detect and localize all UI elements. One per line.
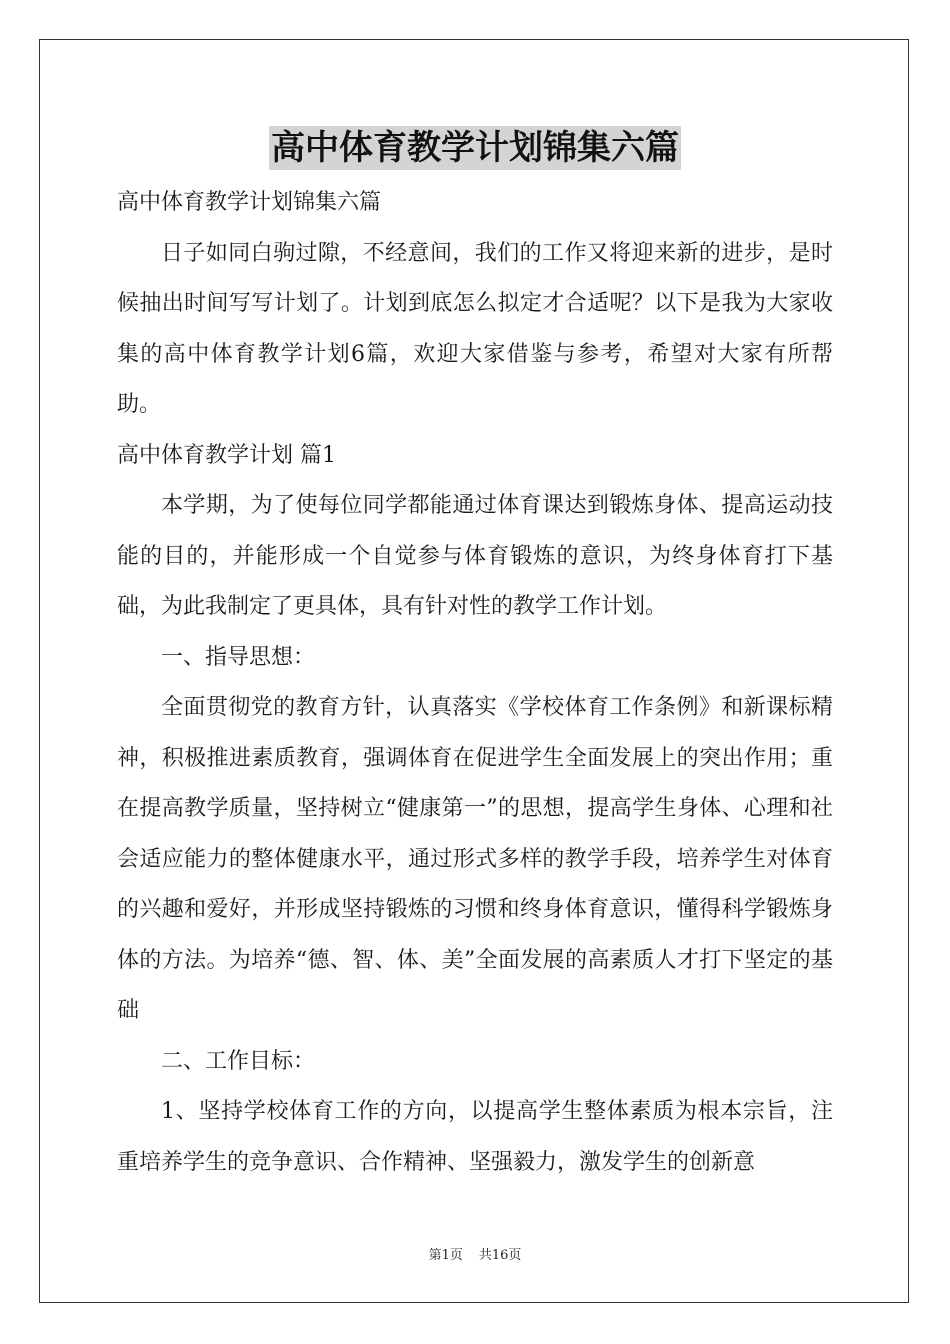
page-footer [0,1246,950,1266]
document-body [117,178,833,1188]
subheading: 二、工作目标： [161,1048,316,1074]
paragraph: 高中体育教学计划锦集六篇 [117,190,382,215]
paragraph: 本学期，为了使每位同学都能通过体育课达到锻炼身体、提高运动技能的目的，并能形成一个自觉参与体育锻炼的意识，为终身体育打下基础，为此我制定了更具体，具有针对性的教学工作计划。 [117,493,833,619]
document-title: 高中体育教学计划锦集六篇 [271,128,679,168]
paragraph: 日子如同白驹过隙，不经意间，我们的工作又将迎来新的进步，是时候抽出时间写写计划了。计划到底怎么拟定才合适呢？以下是我为大家收集的高中体育教学计划6篇，欢迎大家借鉴与参考，希望对大家有所帮助。 [117,240,833,417]
paragraph: 全面贯彻党的教育方针，认真落实《学校体育工作条例》和新课标精神，积极推进素质教育，强调体育在促进学生全面发展上的突出作用；重在提高教学质量，坚持树立“健康第一”的思想，提高学生身体、心理和社会适应能力的整体健康水平，通过形式多样的教学手段，培养学生对体育的兴趣和爱好，并形成坚持锻炼的习惯和终身体育意识，懂得科学锻炼身体的方法。为培养“德、智、体、美”全面发展的高素质人才打下坚定的基础 [117,695,833,1023]
section-heading: 高中体育教学计划 篇1 [117,442,336,468]
paragraph: 1、坚持学校体育工作的方向，以提高学生整体素质为根本宗旨，注重培养学生的竞争意识、合作精神、坚强毅力，激发学生的创新意 [117,1099,833,1175]
page-number: 第1页 [428,1248,463,1263]
subheading: 一、指导思想： [161,644,316,670]
page-total: 共16页 [478,1248,522,1263]
title-area [0,126,950,170]
